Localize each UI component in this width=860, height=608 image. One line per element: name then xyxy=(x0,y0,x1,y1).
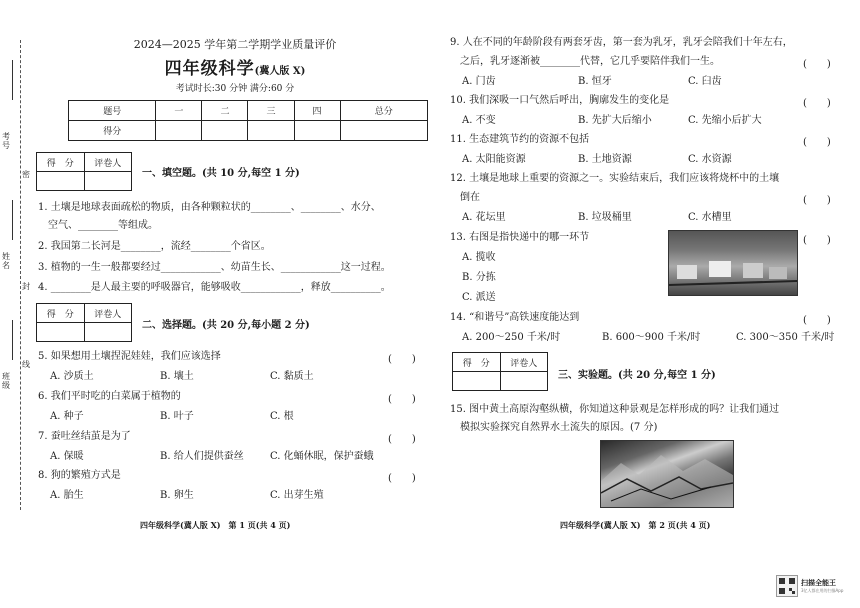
score-header-2: 二 xyxy=(202,101,248,121)
subject-title: 四年级科学 xyxy=(164,59,255,79)
scanner-watermark xyxy=(776,574,852,598)
q10-option-c[interactable]: C. 先缩小后扩大 xyxy=(688,115,762,126)
subject-line xyxy=(30,54,440,79)
q10-answer-paren[interactable]: ( ) xyxy=(803,98,831,109)
q2: 2. 我国第二长河是________，流经________个省区。 xyxy=(38,241,271,252)
binding-margin xyxy=(0,0,30,540)
q14-stem: 14. “和谐号”高铁速度能达到 xyxy=(450,312,580,323)
q13-answer-paren[interactable]: ( ) xyxy=(803,235,831,246)
cut-line xyxy=(20,40,21,510)
q5-answer-paren[interactable]: ( ) xyxy=(388,354,416,365)
grader-box-1 xyxy=(36,152,132,191)
q13-option-b[interactable]: B. 分拣 xyxy=(462,272,496,283)
page-2 xyxy=(450,0,860,540)
q8-option-a[interactable]: A. 胎生 xyxy=(50,490,84,501)
q5-option-b[interactable]: B. 壤土 xyxy=(160,371,194,382)
q5-option-c[interactable]: C. 黏质土 xyxy=(270,371,314,382)
score-cell[interactable] xyxy=(340,121,427,141)
grader-reviewer-label: 评卷人 xyxy=(500,353,548,372)
q12-option-b[interactable]: B. 垃圾桶里 xyxy=(578,212,632,223)
blank-banji xyxy=(12,320,13,360)
q1-line2: 空气、________等组成。 xyxy=(38,220,158,231)
q14-answer-paren[interactable]: ( ) xyxy=(803,315,831,326)
q12-option-a[interactable]: A. 花坛里 xyxy=(462,212,506,223)
q7-option-a[interactable]: A. 保暖 xyxy=(50,451,84,462)
grader-score-label: 得 分 xyxy=(453,353,501,372)
q8-option-c[interactable]: C. 出芽生殖 xyxy=(270,490,324,501)
edition: (冀人版 X) xyxy=(254,66,306,77)
q7-option-c[interactable]: C. 化蛹休眠，保护蚕蛾 xyxy=(270,451,374,462)
section3-title: 三、实验题。(共 20 分,每空 1 分) xyxy=(558,370,716,381)
q12-line2: 倒在 xyxy=(450,192,480,203)
grader-box-2 xyxy=(36,303,132,342)
exam-info: 考试时长:30 分钟 满分:60 分 xyxy=(175,84,295,94)
q3: 3. 植物的一生一般都要经过____________、幼苗生长、____________这一过程。 xyxy=(38,262,391,273)
exam-title: 2024—2025 学年第二学期学业质量评价 xyxy=(133,38,337,51)
q7-option-b[interactable]: B. 给人们提供蚕丝 xyxy=(160,451,244,462)
grader-cell[interactable] xyxy=(84,172,132,191)
score-header-1: 一 xyxy=(156,101,202,121)
q12-answer-paren[interactable]: ( ) xyxy=(803,195,831,206)
page-1 xyxy=(30,0,450,540)
score-header-3: 三 xyxy=(248,101,294,121)
grader-box-3 xyxy=(452,352,548,391)
q9-line2: 之后，乳牙逐渐被________代替，它几乎要陪伴我们一生。 xyxy=(450,56,720,67)
grader-cell[interactable] xyxy=(500,372,548,391)
label-feng: 封 xyxy=(22,282,30,291)
q11-option-c[interactable]: C. 水资源 xyxy=(688,154,732,165)
q11-stem: 11. 生态建筑节约的资源不包括 xyxy=(450,134,590,145)
q6-answer-paren[interactable]: ( ) xyxy=(388,394,416,405)
label-banji: 班级 xyxy=(2,372,10,390)
q9-line1: 9. 人在不同的年龄阶段有两套牙齿，第一套为乳牙，乳牙会陪我们十年左右， xyxy=(450,37,793,48)
q12-line1: 12. 土壤是地球上重要的资源之一。实验结束后，我们应该将烧杯中的土壤 xyxy=(450,173,780,184)
blank-kaohao xyxy=(12,60,13,100)
q10-option-b[interactable]: B. 先扩大后缩小 xyxy=(578,115,652,126)
grader-cell[interactable] xyxy=(37,172,85,191)
section1-title: 一、填空题。(共 10 分,每空 1 分) xyxy=(142,168,300,179)
q7-answer-paren[interactable]: ( ) xyxy=(388,434,416,445)
q6-stem: 6. 我们平时吃的白菜属于植物的 xyxy=(38,391,181,402)
label-mi: 密 xyxy=(22,170,30,179)
q5-option-a[interactable]: A. 沙质土 xyxy=(50,371,94,382)
robot-sorters-image xyxy=(669,231,797,295)
q13-option-a[interactable]: A. 揽收 xyxy=(462,252,496,263)
score-header-4: 四 xyxy=(294,101,340,121)
q11-option-a[interactable]: A. 太阳能资源 xyxy=(462,154,526,165)
q8-stem: 8. 狗的繁殖方式是 xyxy=(38,470,121,481)
q1-line1: 1. 土壤是地球表面疏松的物质，由各种颗粒状的________、________、水分、 xyxy=(38,202,381,213)
q9-option-a[interactable]: A. 门齿 xyxy=(462,76,496,87)
grader-score-label: 得 分 xyxy=(37,304,85,323)
q9-option-c[interactable]: C. 臼齿 xyxy=(688,76,722,87)
blank-xingming xyxy=(12,200,13,240)
parcel-sorting-photo xyxy=(668,230,798,296)
q11-option-b[interactable]: B. 土地资源 xyxy=(578,154,632,165)
grader-cell[interactable] xyxy=(84,323,132,342)
q8-option-b[interactable]: B. 卵生 xyxy=(160,490,194,501)
q11-answer-paren[interactable]: ( ) xyxy=(803,137,831,148)
score-cell[interactable] xyxy=(294,121,340,141)
q15-line2: 模拟实验探究自然界水土流失的原因。(7 分) xyxy=(450,422,658,433)
score-header-0: 题号 xyxy=(69,101,156,121)
loess-plateau-photo xyxy=(600,440,734,508)
q12-option-c[interactable]: C. 水槽里 xyxy=(688,212,732,223)
q13-option-c[interactable]: C. 派送 xyxy=(462,292,496,303)
grader-reviewer-label: 评卷人 xyxy=(84,304,132,323)
grader-score-label: 得 分 xyxy=(37,153,85,172)
grader-reviewer-label: 评卷人 xyxy=(84,153,132,172)
scanner-brand: 扫描全能王 xyxy=(801,579,836,587)
scanner-sub: 3亿人都在用的扫描App xyxy=(801,588,844,593)
qr-code-icon xyxy=(776,575,798,597)
score-row-label: 得分 xyxy=(69,121,156,141)
q9-option-b[interactable]: B. 恒牙 xyxy=(578,76,612,87)
grader-cell[interactable] xyxy=(37,323,85,342)
q8-answer-paren[interactable]: ( ) xyxy=(388,473,416,484)
score-table xyxy=(68,100,428,141)
label-kaohao: 考号 xyxy=(2,132,10,150)
q6-option-c[interactable]: C. 根 xyxy=(270,411,294,422)
q7-stem: 7. 蚕吐丝结茧是为了 xyxy=(38,431,131,442)
q13-stem: 13. 右图是指快递中的哪一环节 xyxy=(450,232,590,243)
q10-stem: 10. 我们深吸一口气然后呼出，胸廓发生的变化是 xyxy=(450,95,670,106)
q14-option-c[interactable]: C. 300～350 千米/时 xyxy=(736,332,835,343)
score-cell[interactable] xyxy=(248,121,294,141)
q14-option-a[interactable]: A. 200～250 千米/时 xyxy=(462,332,561,343)
q5-stem: 5. 如果想用土壤捏泥娃娃，我们应该选择 xyxy=(38,351,221,362)
score-header-5: 总分 xyxy=(340,101,427,121)
q4: 4. ________是人最主要的呼吸器官，能够吸收____________，释放__________。 xyxy=(38,282,391,293)
gully-landscape-image xyxy=(601,441,733,507)
label-xian: 线 xyxy=(22,360,30,369)
q9-answer-paren[interactable]: ( ) xyxy=(803,59,831,70)
q6-option-a[interactable]: A. 种子 xyxy=(50,411,84,422)
q14-option-b[interactable]: B. 600～900 千米/时 xyxy=(602,332,701,343)
page1-footer: 四年级科学(冀人版 X) 第 1 页(共 4 页) xyxy=(140,520,291,530)
label-xingming: 姓名 xyxy=(2,252,10,270)
section2-title: 二、选择题。(共 20 分,每小题 2 分) xyxy=(142,320,310,331)
q6-option-b[interactable]: B. 叶子 xyxy=(160,411,194,422)
grader-cell[interactable] xyxy=(453,372,501,391)
score-cell[interactable] xyxy=(156,121,202,141)
page2-footer: 四年级科学(冀人版 X) 第 2 页(共 4 页) xyxy=(560,520,711,530)
q15-line1: 15. 图中黄土高原沟壑纵横，你知道这种景观是怎样形成的吗？让我们通过 xyxy=(450,404,780,415)
score-cell[interactable] xyxy=(202,121,248,141)
q10-option-a[interactable]: A. 不变 xyxy=(462,115,496,126)
